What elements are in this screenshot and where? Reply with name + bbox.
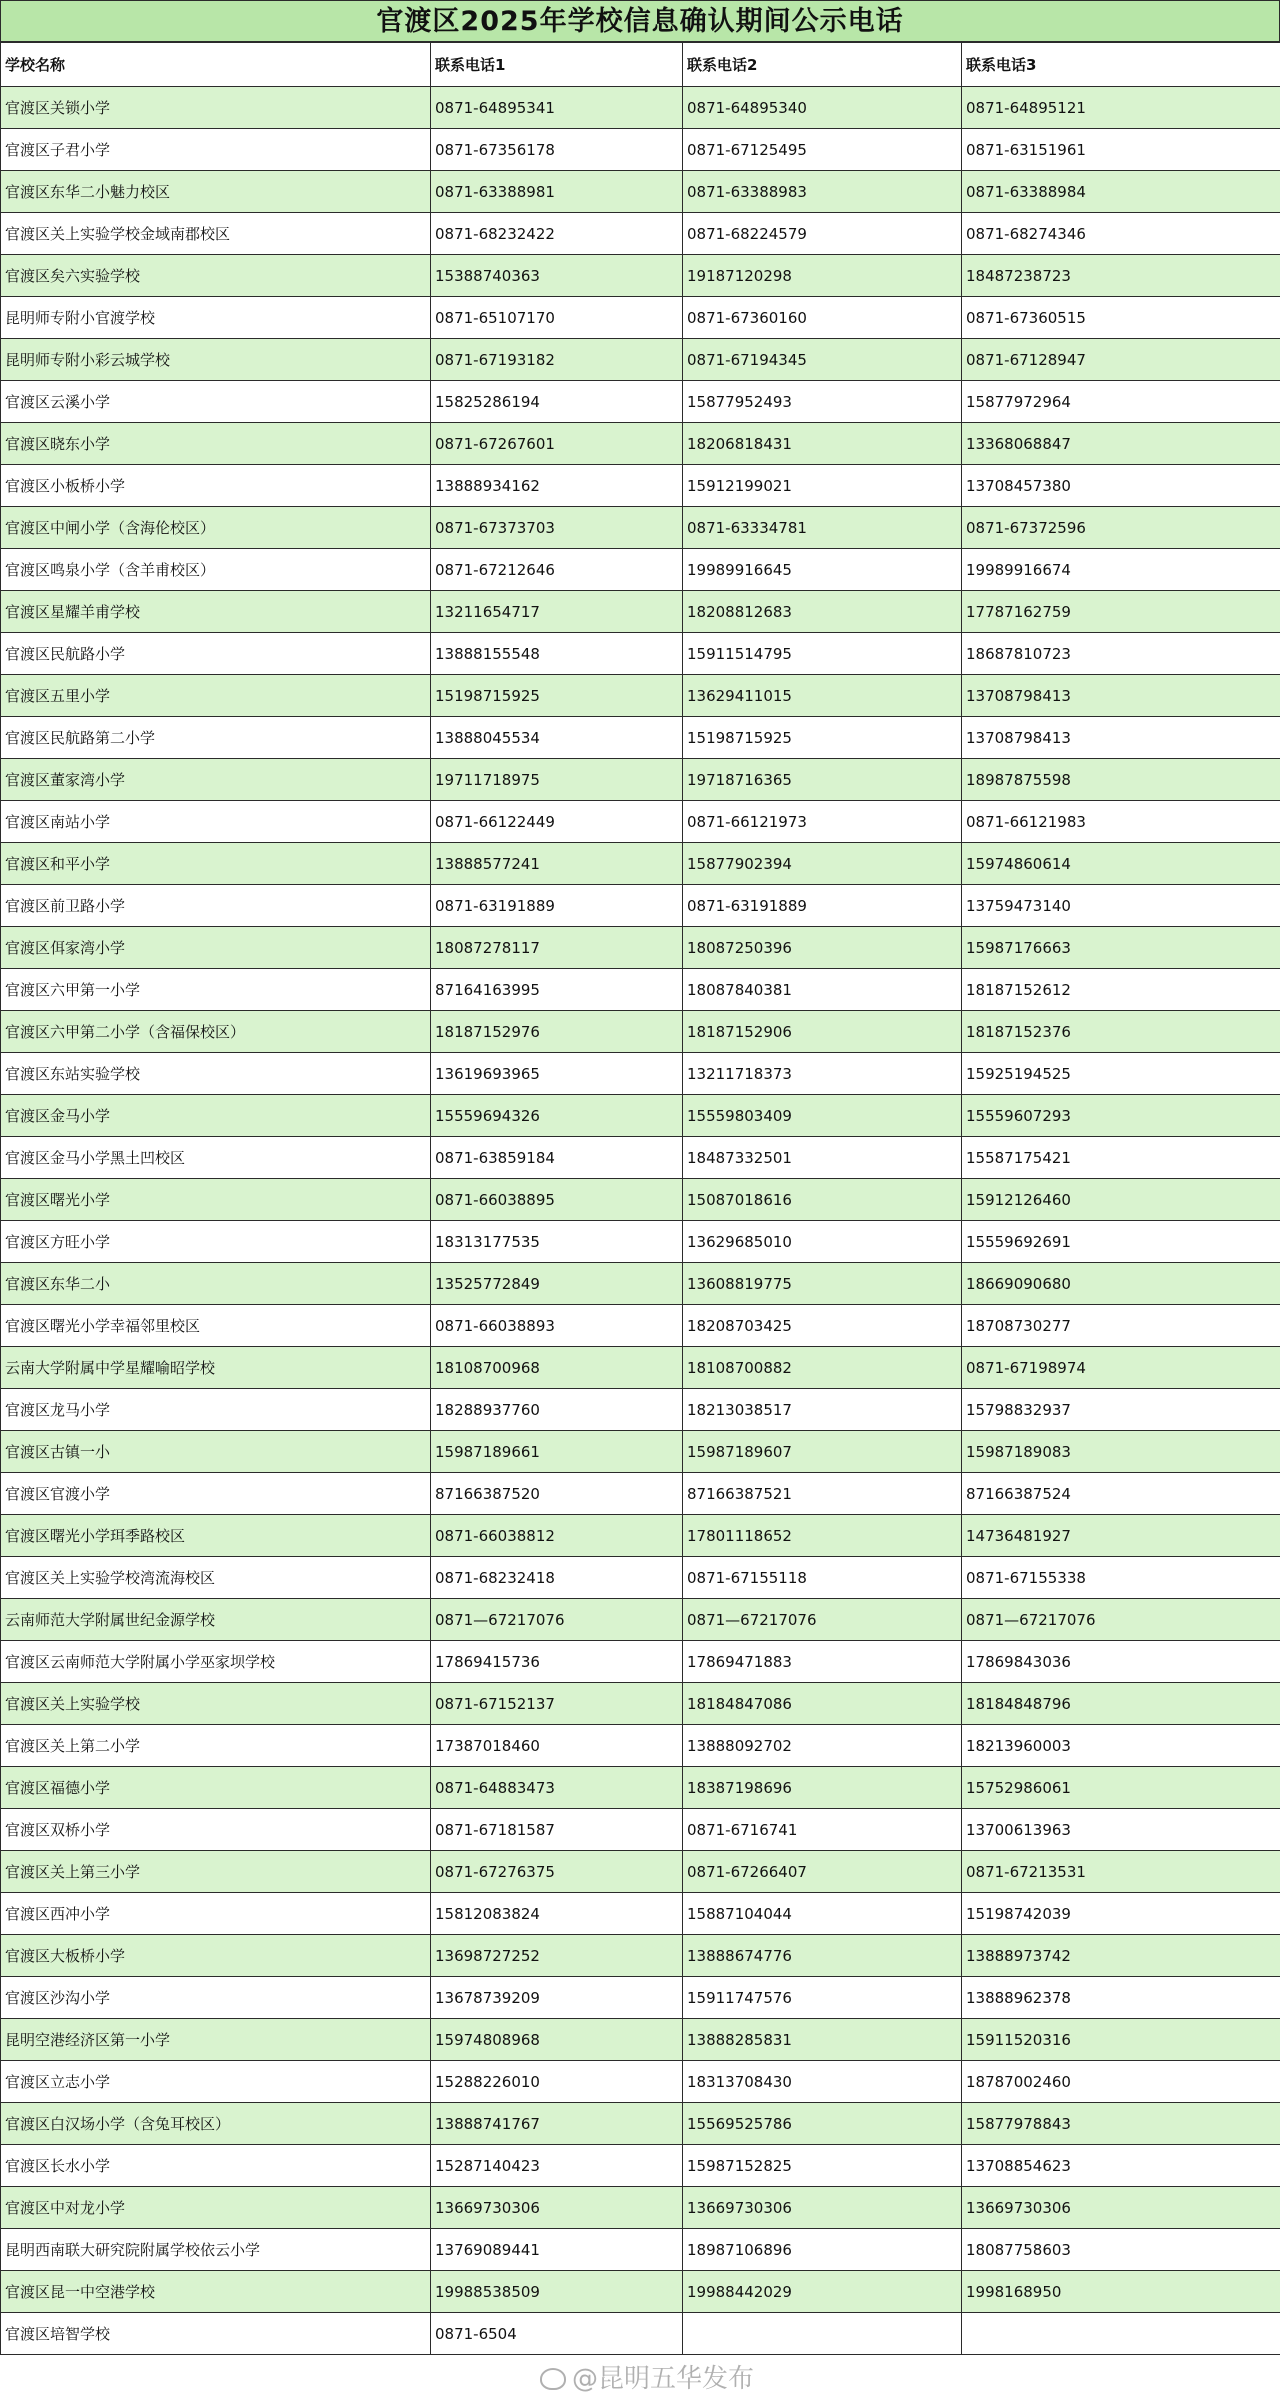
- cell-school-name: 官渡区福德小学: [1, 1767, 431, 1809]
- cell-school-name: 官渡区金马小学黑土凹校区: [1, 1137, 431, 1179]
- cell-phone-2: 15877902394: [683, 843, 962, 885]
- cell-phone-2: 18187152906: [683, 1011, 962, 1053]
- cell-phone-3: 13708457380: [962, 465, 1280, 507]
- cell-phone-1: 17387018460: [431, 1725, 683, 1767]
- table-row: [1, 1977, 1280, 2019]
- table-row: [1, 2187, 1280, 2229]
- table-row: [1, 2103, 1280, 2145]
- cell-school-name: 官渡区南站小学: [1, 801, 431, 843]
- table-row: [1, 843, 1280, 885]
- table-row: [1, 1683, 1280, 1725]
- table-row: [1, 1347, 1280, 1389]
- table-row: [1, 213, 1280, 255]
- cell-phone-1: 0871-63859184: [431, 1137, 683, 1179]
- cell-phone-1: 87166387520: [431, 1473, 683, 1515]
- cell-school-name: 官渡区小板桥小学: [1, 465, 431, 507]
- cell-phone-1: 0871-66122449: [431, 801, 683, 843]
- cell-phone-3: 18687810723: [962, 633, 1280, 675]
- cell-phone-2: 15087018616: [683, 1179, 962, 1221]
- cell-phone-3: 18187152612: [962, 969, 1280, 1011]
- cell-phone-2: 15569525786: [683, 2103, 962, 2145]
- cell-phone-2: 0871-67155118: [683, 1557, 962, 1599]
- cell-phone-3: 17787162759: [962, 591, 1280, 633]
- table-row: [1, 423, 1280, 465]
- cell-school-name: 昆明师专附小彩云城学校: [1, 339, 431, 381]
- table-row: [1, 1473, 1280, 1515]
- cell-phone-1: 0871-67193182: [431, 339, 683, 381]
- cell-phone-3: [962, 2313, 1280, 2355]
- cell-phone-3: 18184848796: [962, 1683, 1280, 1725]
- cell-phone-2: 18208812683: [683, 591, 962, 633]
- cell-phone-2: 15987152825: [683, 2145, 962, 2187]
- watermark: [540, 2358, 754, 2395]
- cell-phone-2: 18208703425: [683, 1305, 962, 1347]
- table-row: [1, 1389, 1280, 1431]
- cell-phone-3: 18087758603: [962, 2229, 1280, 2271]
- cell-phone-1: 0871-67373703: [431, 507, 683, 549]
- cell-school-name: 官渡区古镇一小: [1, 1431, 431, 1473]
- cell-phone-3: 15974860614: [962, 843, 1280, 885]
- cell-phone-1: 17869415736: [431, 1641, 683, 1683]
- table-row: [1, 1305, 1280, 1347]
- cell-school-name: 官渡区曙光小学珥季路校区: [1, 1515, 431, 1557]
- cell-school-name: 官渡区矣六实验学校: [1, 255, 431, 297]
- table-row: [1, 297, 1280, 339]
- cell-phone-3: 13759473140: [962, 885, 1280, 927]
- cell-school-name: 官渡区昆一中空港学校: [1, 2271, 431, 2313]
- cell-phone-2: 0871-66121973: [683, 801, 962, 843]
- table-row: [1, 507, 1280, 549]
- cell-phone-3: 17869843036: [962, 1641, 1280, 1683]
- table-row: [1, 1137, 1280, 1179]
- cell-school-name: 官渡区培智学校: [1, 2313, 431, 2355]
- cell-phone-2: 19988442029: [683, 2271, 962, 2313]
- cell-school-name: 官渡区金马小学: [1, 1095, 431, 1137]
- cell-school-name: 昆明空港经济区第一小学: [1, 2019, 431, 2061]
- cell-school-name: 官渡区关上第三小学: [1, 1851, 431, 1893]
- table-row: [1, 2313, 1280, 2355]
- cell-school-name: 官渡区长水小学: [1, 2145, 431, 2187]
- cell-phone-3: 18987875598: [962, 759, 1280, 801]
- cell-school-name: 云南大学附属中学星耀喻昭学校: [1, 1347, 431, 1389]
- cell-school-name: 昆明师专附小官渡学校: [1, 297, 431, 339]
- cell-phone-2: 17869471883: [683, 1641, 962, 1683]
- cell-phone-2: 18108700882: [683, 1347, 962, 1389]
- table-row: [1, 1011, 1280, 1053]
- cell-phone-2: 15912199021: [683, 465, 962, 507]
- table-row: [1, 801, 1280, 843]
- cell-school-name: 官渡区董家湾小学: [1, 759, 431, 801]
- cell-phone-2: 15911514795: [683, 633, 962, 675]
- cell-phone-2: 17801118652: [683, 1515, 962, 1557]
- cell-school-name: 官渡区曙光小学幸福邻里校区: [1, 1305, 431, 1347]
- cell-phone-1: 0871-67356178: [431, 129, 683, 171]
- cell-phone-1: 0871-67276375: [431, 1851, 683, 1893]
- cell-phone-3: 15587175421: [962, 1137, 1280, 1179]
- table-row: [1, 1725, 1280, 1767]
- cell-phone-1: 15288226010: [431, 2061, 683, 2103]
- watermark-text: @昆明五华发布: [572, 2364, 755, 2394]
- cell-phone-3: 0871-67372596: [962, 507, 1280, 549]
- table-row: [1, 1095, 1280, 1137]
- cell-phone-2: 19989916645: [683, 549, 962, 591]
- cell-phone-2: 13888285831: [683, 2019, 962, 2061]
- cell-phone-1: 0871-64895341: [431, 87, 683, 129]
- cell-phone-1: 13769089441: [431, 2229, 683, 2271]
- cell-school-name: 官渡区白汉场小学（含兔耳校区）: [1, 2103, 431, 2145]
- cell-school-name: 官渡区六甲第一小学: [1, 969, 431, 1011]
- cell-school-name: 官渡区龙马小学: [1, 1389, 431, 1431]
- cell-phone-1: 13888741767: [431, 2103, 683, 2145]
- cell-school-name: 官渡区曙光小学: [1, 1179, 431, 1221]
- cell-school-name: 云南师范大学附属世纪金源学校: [1, 1599, 431, 1641]
- header-phone-3: 联系电话3: [962, 43, 1280, 87]
- cell-phone-3: 1998168950: [962, 2271, 1280, 2313]
- sheet-title: 官渡区2025年学校信息确认期间公示电话: [0, 0, 1280, 42]
- cell-phone-2: 18087840381: [683, 969, 962, 1011]
- cell-phone-3: 18787002460: [962, 2061, 1280, 2103]
- cell-school-name: 官渡区关锁小学: [1, 87, 431, 129]
- cell-phone-3: 0871-63388984: [962, 171, 1280, 213]
- cell-phone-3: 19989916674: [962, 549, 1280, 591]
- table-row: [1, 2229, 1280, 2271]
- cell-phone-2: 19187120298: [683, 255, 962, 297]
- cell-phone-1: 87164163995: [431, 969, 683, 1011]
- cell-phone-1: 0871-67152137: [431, 1683, 683, 1725]
- cell-phone-1: 13678739209: [431, 1977, 683, 2019]
- cell-phone-3: 15911520316: [962, 2019, 1280, 2061]
- cell-phone-3: 15559607293: [962, 1095, 1280, 1137]
- cell-phone-3: 0871-67155338: [962, 1557, 1280, 1599]
- cell-phone-2: 0871-63388983: [683, 171, 962, 213]
- cell-phone-3: 0871-67198974: [962, 1347, 1280, 1389]
- table-row: [1, 1893, 1280, 1935]
- cell-school-name: 官渡区大板桥小学: [1, 1935, 431, 1977]
- cell-phone-1: 13888155548: [431, 633, 683, 675]
- cell-phone-1: 13888934162: [431, 465, 683, 507]
- cell-school-name: 官渡区双桥小学: [1, 1809, 431, 1851]
- header-phone-1: 联系电话1: [431, 43, 683, 87]
- cell-phone-2: 13669730306: [683, 2187, 962, 2229]
- cell-phone-2: 18087250396: [683, 927, 962, 969]
- cell-phone-3: 15912126460: [962, 1179, 1280, 1221]
- cell-phone-3: 0871—67217076: [962, 1599, 1280, 1641]
- cell-phone-2: 18184847086: [683, 1683, 962, 1725]
- cell-phone-1: 0871-67267601: [431, 423, 683, 465]
- cell-phone-2: 0871-67125495: [683, 129, 962, 171]
- cell-phone-1: 18313177535: [431, 1221, 683, 1263]
- table-row: [1, 1641, 1280, 1683]
- table-row: [1, 129, 1280, 171]
- cell-phone-2: 0871-68224579: [683, 213, 962, 255]
- cell-school-name: 昆明西南联大研究院附属学校依云小学: [1, 2229, 431, 2271]
- cell-phone-3: 15877972964: [962, 381, 1280, 423]
- table-row: [1, 1221, 1280, 1263]
- table-row: [1, 1935, 1280, 1977]
- cell-phone-2: 19718716365: [683, 759, 962, 801]
- table-row: [1, 171, 1280, 213]
- cell-school-name: 官渡区关上实验学校湾流海校区: [1, 1557, 431, 1599]
- table-row: [1, 1599, 1280, 1641]
- cell-phone-3: 0871-67128947: [962, 339, 1280, 381]
- cell-phone-1: 13669730306: [431, 2187, 683, 2229]
- cell-phone-1: 15987189661: [431, 1431, 683, 1473]
- cell-phone-3: 15877978843: [962, 2103, 1280, 2145]
- table-row: [1, 1431, 1280, 1473]
- cell-phone-3: 0871-63151961: [962, 129, 1280, 171]
- cell-phone-2: 87166387521: [683, 1473, 962, 1515]
- table-row: [1, 927, 1280, 969]
- cell-school-name: 官渡区鸣泉小学（含羊甫校区）: [1, 549, 431, 591]
- cell-phone-3: 13708798413: [962, 717, 1280, 759]
- cell-phone-3: 0871-64895121: [962, 87, 1280, 129]
- cell-school-name: 官渡区官渡小学: [1, 1473, 431, 1515]
- cell-phone-1: 13888577241: [431, 843, 683, 885]
- cell-school-name: 官渡区晓东小学: [1, 423, 431, 465]
- cell-phone-1: 18187152976: [431, 1011, 683, 1053]
- table-row: [1, 2019, 1280, 2061]
- cell-phone-1: 18288937760: [431, 1389, 683, 1431]
- table-row: [1, 1557, 1280, 1599]
- cell-phone-1: 15812083824: [431, 1893, 683, 1935]
- cell-phone-3: 18487238723: [962, 255, 1280, 297]
- cell-school-name: 官渡区前卫路小学: [1, 885, 431, 927]
- table-row: [1, 465, 1280, 507]
- cell-phone-2: 15887104044: [683, 1893, 962, 1935]
- cell-phone-1: 15825286194: [431, 381, 683, 423]
- cell-phone-2: 18987106896: [683, 2229, 962, 2271]
- cell-phone-1: 15287140423: [431, 2145, 683, 2187]
- cell-phone-3: 18669090680: [962, 1263, 1280, 1305]
- cell-phone-1: 15974808968: [431, 2019, 683, 2061]
- table-row: [1, 2271, 1280, 2313]
- cell-phone-1: 0871-63388981: [431, 171, 683, 213]
- cell-phone-3: 0871-68274346: [962, 213, 1280, 255]
- cell-phone-1: 19988538509: [431, 2271, 683, 2313]
- cell-phone-1: 0871-66038893: [431, 1305, 683, 1347]
- cell-phone-3: 0871-67213531: [962, 1851, 1280, 1893]
- cell-school-name: 官渡区六甲第二小学（含福保校区）: [1, 1011, 431, 1053]
- table-row: [1, 717, 1280, 759]
- cell-phone-1: 13211654717: [431, 591, 683, 633]
- cell-school-name: 官渡区方旺小学: [1, 1221, 431, 1263]
- cell-school-name: 官渡区云南师范大学附属小学巫家坝学校: [1, 1641, 431, 1683]
- cell-phone-2: 18487332501: [683, 1137, 962, 1179]
- cell-school-name: 官渡区东华二小魅力校区: [1, 171, 431, 213]
- cell-school-name: 官渡区立志小学: [1, 2061, 431, 2103]
- cell-school-name: 官渡区西冲小学: [1, 1893, 431, 1935]
- cell-school-name: 官渡区佴家湾小学: [1, 927, 431, 969]
- cell-phone-2: 0871-67360160: [683, 297, 962, 339]
- header-school-name: 学校名称: [1, 43, 431, 87]
- table-row: [1, 1263, 1280, 1305]
- cell-phone-3: 0871-66121983: [962, 801, 1280, 843]
- table-row: [1, 633, 1280, 675]
- cell-phone-1: 0871-65107170: [431, 297, 683, 339]
- cell-phone-3: 15798832937: [962, 1389, 1280, 1431]
- header-row: [1, 43, 1280, 87]
- table-row: [1, 255, 1280, 297]
- table-row: [1, 1767, 1280, 1809]
- cell-phone-1: 13525772849: [431, 1263, 683, 1305]
- cell-phone-2: 0871-63334781: [683, 507, 962, 549]
- table-row: [1, 885, 1280, 927]
- table-row: [1, 87, 1280, 129]
- phone-table: [0, 42, 1280, 2355]
- cell-phone-1: 0871-68232422: [431, 213, 683, 255]
- cell-phone-3: 13708798413: [962, 675, 1280, 717]
- cell-phone-3: 13708854623: [962, 2145, 1280, 2187]
- cell-phone-1: 18108700968: [431, 1347, 683, 1389]
- cell-school-name: 官渡区东华二小: [1, 1263, 431, 1305]
- cell-phone-3: 15198742039: [962, 1893, 1280, 1935]
- cell-phone-2: 15559803409: [683, 1095, 962, 1137]
- cell-phone-1: 13698727252: [431, 1935, 683, 1977]
- cell-phone-2: 13888674776: [683, 1935, 962, 1977]
- cell-phone-1: 0871-67212646: [431, 549, 683, 591]
- cell-phone-1: 0871-66038812: [431, 1515, 683, 1557]
- cell-phone-1: 13888045534: [431, 717, 683, 759]
- cell-school-name: 官渡区沙沟小学: [1, 1977, 431, 2019]
- weibo-icon: [540, 2368, 566, 2390]
- cell-phone-3: 13888973742: [962, 1935, 1280, 1977]
- table-row: [1, 549, 1280, 591]
- cell-phone-3: 15987176663: [962, 927, 1280, 969]
- cell-school-name: 官渡区民航路小学: [1, 633, 431, 675]
- table-row: [1, 675, 1280, 717]
- table-row: [1, 969, 1280, 1011]
- table-row: [1, 2061, 1280, 2103]
- cell-phone-2: 0871—67217076: [683, 1599, 962, 1641]
- cell-school-name: 官渡区五里小学: [1, 675, 431, 717]
- cell-phone-1: 18087278117: [431, 927, 683, 969]
- table-row: [1, 1809, 1280, 1851]
- table-row: [1, 1053, 1280, 1095]
- cell-phone-1: 0871-66038895: [431, 1179, 683, 1221]
- cell-phone-3: 18708730277: [962, 1305, 1280, 1347]
- cell-phone-3: 15925194525: [962, 1053, 1280, 1095]
- cell-phone-1: 15559694326: [431, 1095, 683, 1137]
- cell-phone-1: 15388740363: [431, 255, 683, 297]
- cell-phone-2: 0871-63191889: [683, 885, 962, 927]
- cell-phone-3: 18213960003: [962, 1725, 1280, 1767]
- cell-phone-3: 14736481927: [962, 1515, 1280, 1557]
- cell-phone-2: 13629685010: [683, 1221, 962, 1263]
- cell-school-name: 官渡区关上实验学校: [1, 1683, 431, 1725]
- cell-school-name: 官渡区中对龙小学: [1, 2187, 431, 2229]
- cell-phone-3: 13700613963: [962, 1809, 1280, 1851]
- table-row: [1, 1851, 1280, 1893]
- cell-phone-3: 13888962378: [962, 1977, 1280, 2019]
- cell-phone-2: 0871-67266407: [683, 1851, 962, 1893]
- cell-phone-3: 15559692691: [962, 1221, 1280, 1263]
- cell-phone-3: 15987189083: [962, 1431, 1280, 1473]
- cell-phone-2: 18387198696: [683, 1767, 962, 1809]
- table-row: [1, 759, 1280, 801]
- cell-phone-2: 0871-6716741: [683, 1809, 962, 1851]
- cell-school-name: 官渡区星耀羊甫学校: [1, 591, 431, 633]
- cell-phone-2: 15987189607: [683, 1431, 962, 1473]
- cell-phone-2: 13211718373: [683, 1053, 962, 1095]
- cell-phone-1: 13619693965: [431, 1053, 683, 1095]
- cell-phone-2: 13629411015: [683, 675, 962, 717]
- cell-school-name: 官渡区中闸小学（含海伦校区）: [1, 507, 431, 549]
- table-row: [1, 2145, 1280, 2187]
- cell-school-name: 官渡区东站实验学校: [1, 1053, 431, 1095]
- header-phone-2: 联系电话2: [683, 43, 962, 87]
- cell-phone-3: 15752986061: [962, 1767, 1280, 1809]
- cell-phone-1: 0871-64883473: [431, 1767, 683, 1809]
- cell-phone-2: 0871-64895340: [683, 87, 962, 129]
- cell-school-name: 官渡区子君小学: [1, 129, 431, 171]
- cell-phone-3: 87166387524: [962, 1473, 1280, 1515]
- cell-phone-1: 15198715925: [431, 675, 683, 717]
- cell-phone-3: 13368068847: [962, 423, 1280, 465]
- cell-phone-2: 18206818431: [683, 423, 962, 465]
- table-row: [1, 591, 1280, 633]
- table-row: [1, 339, 1280, 381]
- cell-phone-2: [683, 2313, 962, 2355]
- cell-phone-1: 0871-68232418: [431, 1557, 683, 1599]
- cell-phone-2: 18213038517: [683, 1389, 962, 1431]
- cell-phone-2: 15911747576: [683, 1977, 962, 2019]
- cell-phone-1: 0871-67181587: [431, 1809, 683, 1851]
- cell-school-name: 官渡区和平小学: [1, 843, 431, 885]
- cell-phone-2: 15877952493: [683, 381, 962, 423]
- cell-phone-3: 18187152376: [962, 1011, 1280, 1053]
- cell-phone-2: 13608819775: [683, 1263, 962, 1305]
- cell-phone-1: 0871—67217076: [431, 1599, 683, 1641]
- cell-phone-2: 18313708430: [683, 2061, 962, 2103]
- cell-school-name: 官渡区民航路第二小学: [1, 717, 431, 759]
- table-row: [1, 381, 1280, 423]
- cell-phone-1: 0871-6504: [431, 2313, 683, 2355]
- cell-phone-1: 19711718975: [431, 759, 683, 801]
- table-row: [1, 1515, 1280, 1557]
- cell-phone-2: 0871-67194345: [683, 339, 962, 381]
- table-row: [1, 1179, 1280, 1221]
- cell-phone-3: 13669730306: [962, 2187, 1280, 2229]
- cell-phone-3: 0871-67360515: [962, 297, 1280, 339]
- cell-school-name: 官渡区关上第二小学: [1, 1725, 431, 1767]
- table-body: [1, 87, 1280, 2355]
- cell-phone-1: 0871-63191889: [431, 885, 683, 927]
- cell-phone-2: 15198715925: [683, 717, 962, 759]
- cell-school-name: 官渡区云溪小学: [1, 381, 431, 423]
- cell-school-name: 官渡区关上实验学校金域南郡校区: [1, 213, 431, 255]
- cell-phone-2: 13888092702: [683, 1725, 962, 1767]
